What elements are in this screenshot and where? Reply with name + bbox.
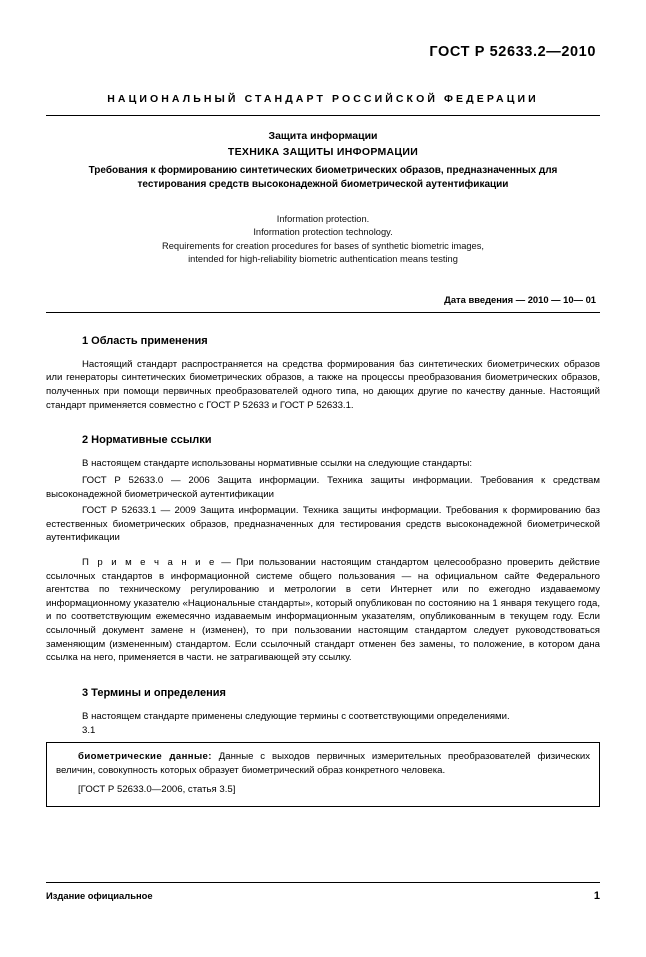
english-line-1: Information protection. bbox=[276, 214, 370, 224]
section-1-paragraph-1: Настоящий стандарт распространяется на средства формирования баз синтетических биометрических образов или генераторы синтетических биометрических образов, а также на процессы преобразования биометрических образов, полученных при помощи первичных преобразователей одного типа, но дающих другие по качеству данные. Настоящий стандарт применяется совместно с ГОСТ Р 52633 и ГОСТ Р 52633.1. bbox=[46, 358, 600, 411]
english-line-4: intended for high-reliability biometric authentication means testing bbox=[188, 254, 458, 265]
english-title-block bbox=[46, 213, 600, 267]
effective-date: Дата введения — 2010 — 10— 01 bbox=[444, 293, 596, 305]
note-label: П р и м е ч а н и е bbox=[82, 556, 216, 568]
section-heading-1: 1 Область применения bbox=[82, 334, 208, 347]
section-2-note bbox=[46, 556, 600, 665]
section-2-paragraph-1: В настоящем стандарте использованы нормативные ссылки на следующие стандарты: bbox=[82, 458, 473, 470]
term-reference: [ГОСТ Р 52633.0—2006, статья 3.5] bbox=[78, 784, 236, 796]
term-definition bbox=[56, 750, 590, 778]
english-line-2: Information protection technology. bbox=[253, 227, 393, 238]
section-2-paragraph-2: ГОСТ Р 52633.0 — 2006 Защита информации. Техника защиты информации. Требования к средствам высоконадежной биометрической аутентификации bbox=[46, 474, 600, 500]
term-name: биометрические данные: bbox=[78, 751, 212, 763]
divider-after-date bbox=[46, 312, 600, 313]
section-heading-3: 3 Термины и определения bbox=[82, 686, 226, 699]
term-definition-box bbox=[46, 742, 600, 807]
title-line-1: Защита информации bbox=[268, 130, 378, 142]
title-block bbox=[46, 130, 600, 191]
section-2-paragraph-3: ГОСТ Р 52633.1 — 2009 Защита информации. Техника защиты информации. Требования к формированию баз естественных биометрических образов, предназначенных для тестирования средств высоконадежной биометрической аутентификации bbox=[46, 505, 600, 544]
note-text: — При пользовании настоящим стандартом целесообразно проверить действие ссылочных стандартов в информационной системе общего пользования — на официальном сайте Федерального агентства по техническому регулированию и метрологии в сети Интернет или по ежегодно издаваемому информационному указателю «Национальные стандарты», который опубликован по состоянию на 1 января текущего года, и по соответствующим ежемесячно издаваемым информационным указателям, опубликованным в текущем году. Если ссылочный документ замене н (изменен), то при пользовании настоящим стандартом следует руководствоваться заменяющим (измененным) стандартом. Если ссылочный стандарт отменен без замены, то положение, в котором дана ссылка на него, применяется в части. не затрагивающей эту ссылку. bbox=[46, 556, 600, 664]
official-edition-label: Издание официальное bbox=[46, 890, 153, 901]
document-page bbox=[0, 44, 646, 957]
national-standard-heading: НАЦИОНАЛЬНЫЙ СТАНДАРТ РОССИЙСКОЙ ФЕДЕРАЦИИ bbox=[107, 93, 539, 105]
page-footer bbox=[46, 890, 600, 902]
section-3-paragraph-1: В настоящем стандарте применены следующие термины с соответствующими определениями. bbox=[82, 710, 510, 722]
section-heading-2: 2 Нормативные ссылки bbox=[82, 434, 212, 447]
title-line-3: Требования к формированию синтетических биометрических образов, предназначенных для тестирования средств высоконадежной биометрической аутентификации bbox=[88, 165, 558, 190]
english-line-3: Requirements for creation procedures for bases of synthetic biometric images, bbox=[162, 240, 484, 251]
divider-footer bbox=[46, 882, 600, 883]
term-text: Данные с выходов первичных измерительных преобразователей физических величин, совокупность которых образует биометрический образ конкретного человека. bbox=[56, 751, 590, 777]
title-line-2: ТЕХНИКА ЗАЩИТЫ ИНФОРМАЦИИ bbox=[227, 146, 419, 158]
gost-number: ГОСТ Р 52633.2—2010 bbox=[429, 44, 596, 60]
page-number: 1 bbox=[593, 890, 600, 902]
clause-number-3-1: 3.1 bbox=[82, 725, 96, 737]
divider-top bbox=[46, 115, 600, 116]
